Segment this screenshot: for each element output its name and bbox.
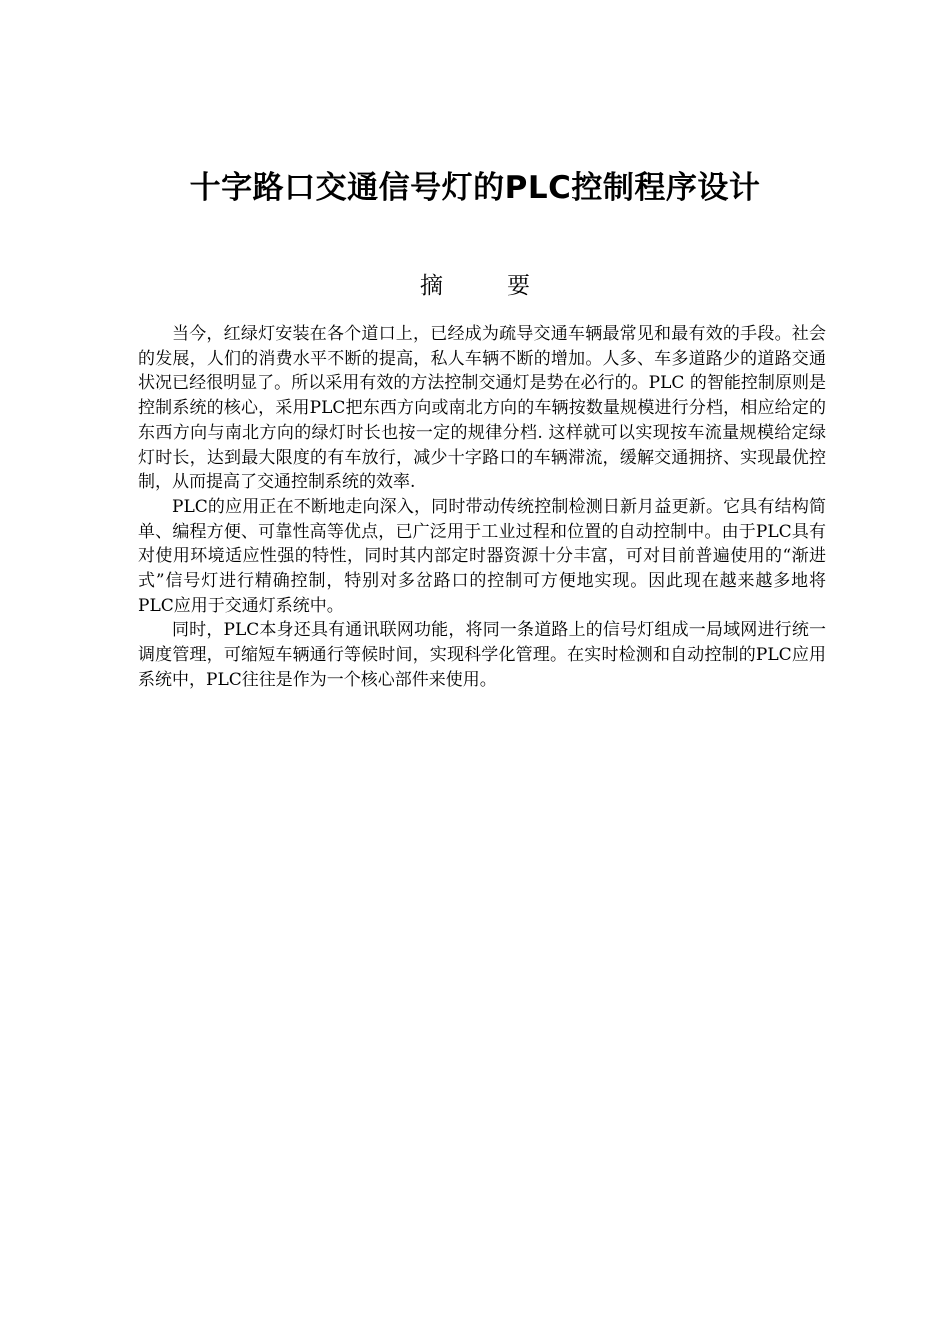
abstract-paragraph-3: 同时，PLC本身还具有通讯联网功能，将同一条道路上的信号灯组成一局域网进行统一调度管理，可缩短车辆通行等候时间，实现科学化管理。在实时检测和自动控制的PLC应用系统中，PLC往往是作为一个核心部件来使用。: [138, 620, 826, 690]
abstract-paragraph-1: 当今，红绿灯安装在各个道口上，已经成为疏导交通车辆最常见和最有效的手段。社会的发展，人们的消费水平不断的提高，私人车辆不断的增加。人多、车多道路少的道路交通状况已经很明显了。所以采用有效的方法控制交通灯是势在必行的。PLC 的智能控制原则是控制系统的核心，采用PLC把东西方向或南北方向的车辆按数量规模进行分档，相应给定的东西方向与南北方向的绿灯时长也按一定的规律分档. 这样就可以实现按车流量规模给定绿灯时长，达到最大限度的有车放行，减少十字路口的车辆滞流，缓解交通拥挤、实现最优控制，从而提高了交通控制系统的效率.: [138, 324, 826, 493]
document-title: 十字路口交通信号灯的PLC控制程序设计: [189, 170, 761, 206]
abstract-heading: 摘要: [420, 273, 594, 299]
abstract-body: [138, 322, 826, 693]
abstract-paragraph-2: PLC的应用正在不断地走向深入，同时带动传统控制检测日新月益更新。它具有结构简单、编程方便、可靠性高等优点，已广泛用于工业过程和位置的自动控制中。由于PLC具有对使用环境适应性强的特性，同时其内部定时器资源十分丰富，可对目前普遍使用的“渐进式”信号灯进行精确控制，特别对多岔路口的控制可方便地实现。因此现在越来越多地将PLC应用于交通灯系统中。: [138, 496, 826, 616]
